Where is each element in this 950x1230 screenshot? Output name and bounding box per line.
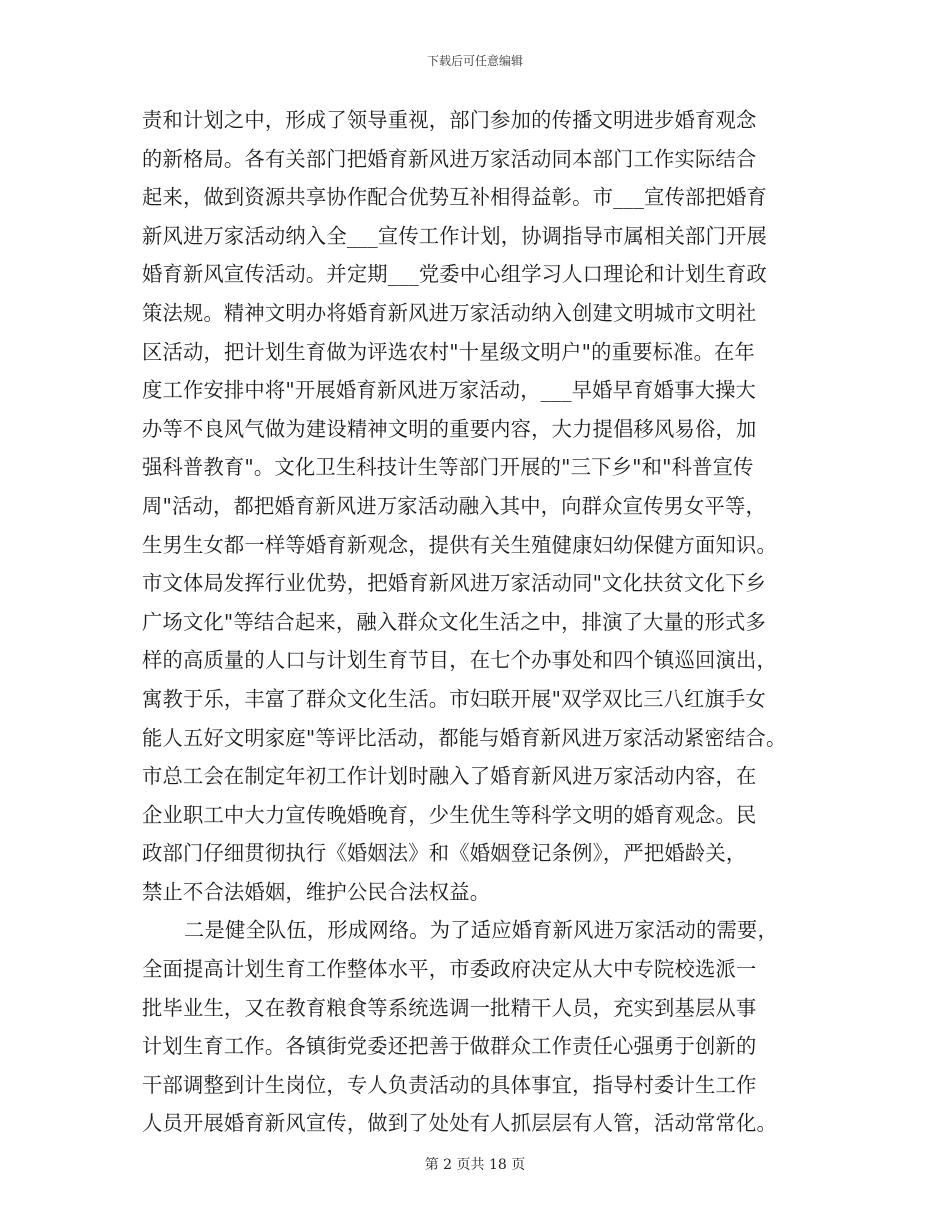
text-line: 广场文化"等结合起来，融入群众文化生活之中，排演了大量的形式多 bbox=[142, 609, 766, 634]
text-line: 起来，做到资源共享协作配合优势互补相得益彰。市___宣传部把婚育 bbox=[142, 185, 767, 210]
text-line: 生男生女都一样等婚育新观念，提供有关生殖健康妇幼保健方面知识。 bbox=[142, 532, 777, 557]
text-line: 禁止不合法婚姻，维护公民合法权益。 bbox=[142, 879, 491, 904]
text-line: 新风进万家活动纳入全___宣传工作计划，协调指导市属相关部门开展 bbox=[142, 223, 767, 248]
document-body bbox=[142, 101, 810, 1143]
text-line: 批毕业生，又在教育粮食等系统选调一批精干人员，充实到基层从事 bbox=[142, 995, 757, 1020]
text-line: 责和计划之中，形成了领导重视，部门参加的传播文明进步婚育观念 bbox=[142, 108, 757, 132]
text-line: 办等不良风气做为建设精神文明的重要内容，大力提倡移风易俗，加 bbox=[142, 416, 757, 441]
text-line: 二是健全队伍，形成网络。为了适应婚育新风进万家活动的需要， bbox=[184, 918, 778, 943]
text-line: 度工作安排中将"开展婚育新风进万家活动，___早婚早育婚事大操大 bbox=[142, 378, 757, 403]
text-line: 的新格局。各有关部门把婚育新风进万家活动同本部门工作实际结合 bbox=[142, 146, 757, 171]
text-line: 人员开展婚育新风宣传，做到了处处有人抓层层有人管，活动常常化。 bbox=[142, 1111, 777, 1136]
text-line: 市总工会在制定年初工作计划时融入了婚育新风进万家活动内容，在 bbox=[142, 764, 757, 789]
page-footer bbox=[0, 1156, 950, 1174]
text-line: 干部调整到计生岗位，专人负责活动的具体事宜，指导村委计生工作 bbox=[142, 1072, 757, 1097]
text-line: 婚育新风宣传活动。并定期___党委中心组学习人口理论和计划生育政 bbox=[142, 262, 767, 287]
text-line: 能人五好文明家庭"等评比活动，都能与婚育新风进万家活动紧密结合。 bbox=[142, 725, 787, 750]
header-note: 下载后可任意编辑 bbox=[426, 54, 523, 68]
text-line: 策法规。精神文明办将婚育新风进万家活动纳入创建文明城市文明社 bbox=[142, 300, 757, 325]
paragraph-1 bbox=[142, 101, 810, 911]
text-line: 全面提高计划生育工作整体水平，市委政府决定从大中专院校选派一 bbox=[142, 957, 757, 982]
page-header bbox=[0, 53, 950, 69]
text-line: 区活动，把计划生育做为评选农村"十星级文明户"的重要标准。在年 bbox=[142, 339, 756, 364]
text-line: 周"活动，都把婚育新风进万家活动融入其中，向群众宣传男女平等， bbox=[142, 493, 766, 518]
text-line: 企业职工中大力宣传晚婚晚育，少生优生等科学文明的婚育观念。民 bbox=[142, 802, 757, 827]
paragraph-2 bbox=[142, 911, 810, 1143]
text-line: 市文体局发挥行业优势，把婚育新风进万家活动同"文化扶贫文化下乡 bbox=[142, 571, 766, 596]
text-line: 政部门仔细贯彻执行《婚姻法》和《婚姻登记条例》，严把婚龄关， bbox=[142, 841, 747, 866]
page-number: 第 2 页共 18 页 bbox=[424, 1157, 526, 1173]
text-line: 强科普教育"。文化卫生科技计生等部门开展的"三下乡"和"科普宣传 bbox=[142, 455, 754, 480]
text-line: 样的高质量的人口与计划生育节目，在七个办事处和四个镇巡回演出， bbox=[142, 648, 777, 673]
text-line: 寓教于乐，丰富了群众文化生活。市妇联开展"双学双比三八红旗手女 bbox=[142, 686, 766, 711]
text-line: 计划生育工作。各镇街党委还把善于做群众工作责任心强勇于创新的 bbox=[142, 1034, 757, 1059]
